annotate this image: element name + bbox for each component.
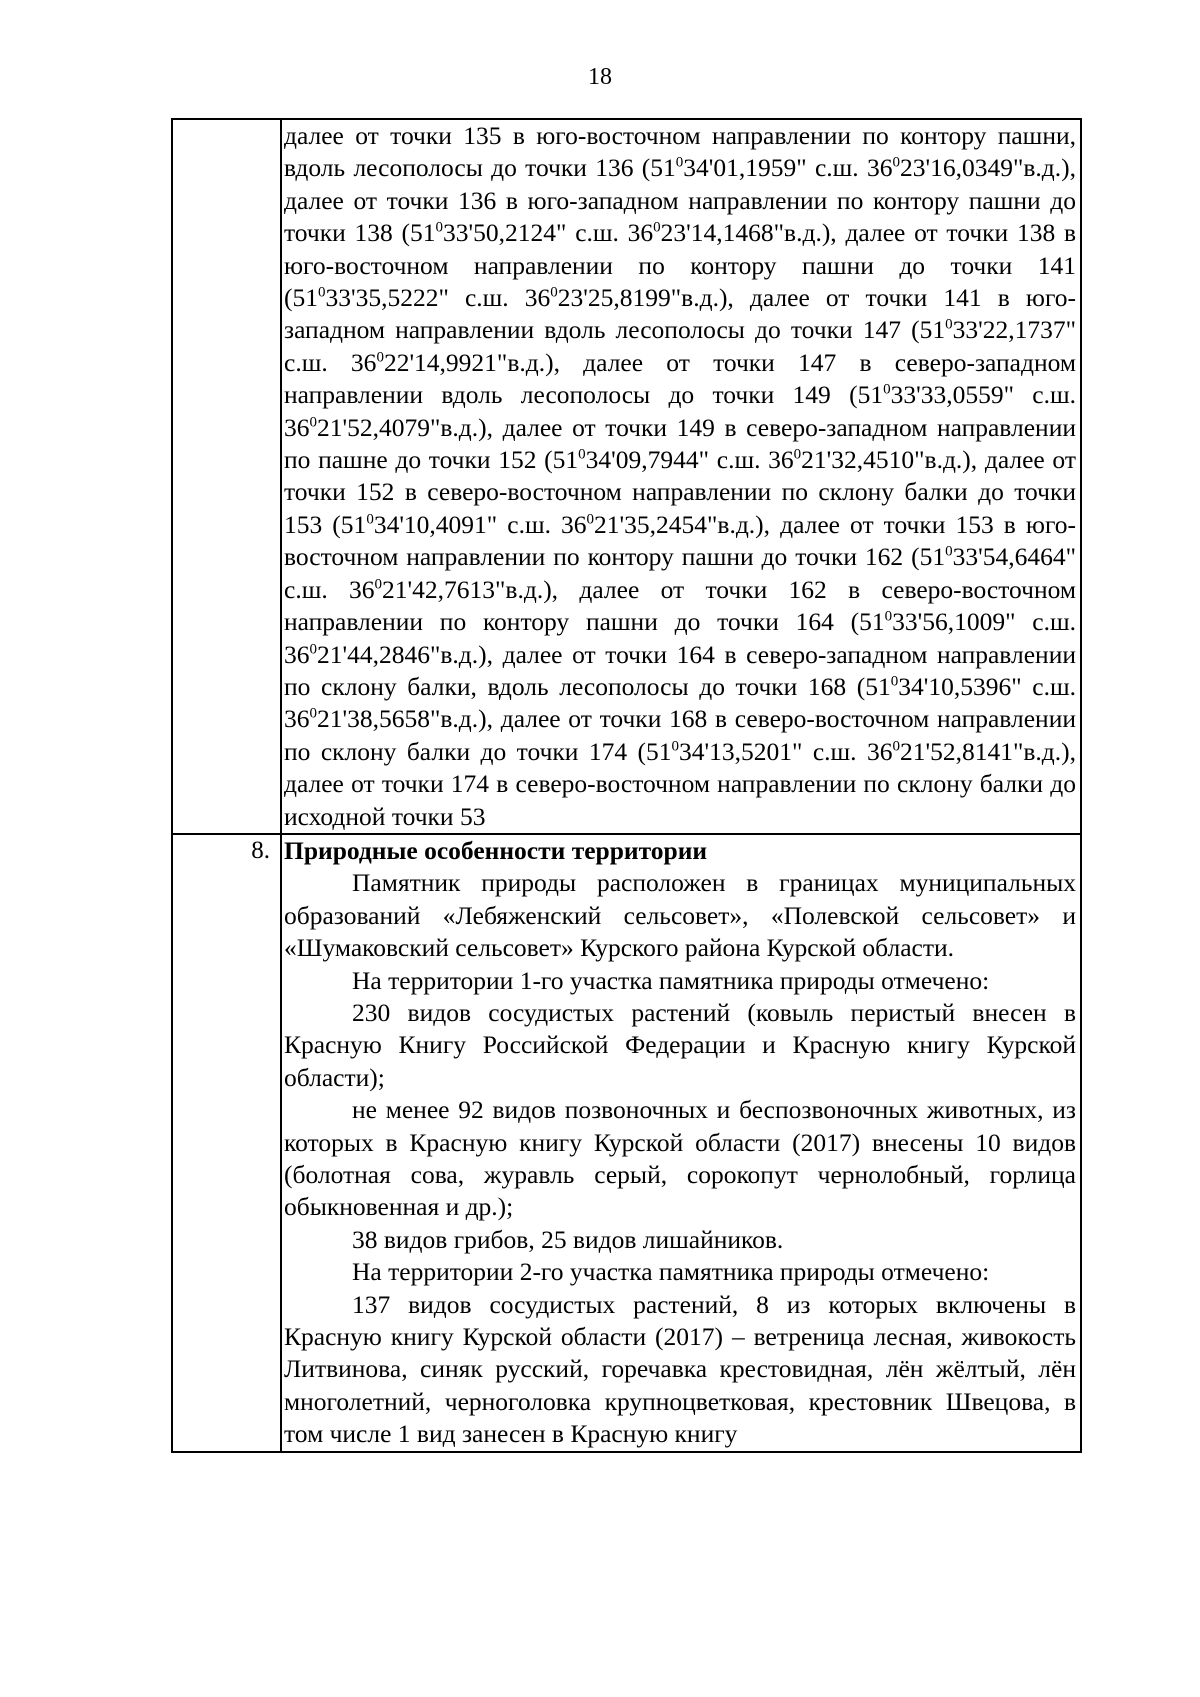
boundary-description-cell xyxy=(281,119,1081,834)
natural-features-cell xyxy=(281,834,1081,1452)
page-number: 18 xyxy=(588,64,612,90)
row-number-cell xyxy=(172,119,281,834)
row-number-cell: 8. xyxy=(172,834,281,1452)
paragraph-site1-plants: 230 видов сосудистых растений (ковыль перистый внесен в Красную Книгу Российской Федерации и Красную книгу Курской области); xyxy=(284,997,1076,1092)
section-heading: Природные особенности территории xyxy=(284,835,708,865)
paragraph-site1-animals: не менее 92 видов позвоночных и беспозвоночных животных, из которых в Красную книгу Курской области (2017) внесены 10 видов (болотная сова, журавль серый, сорокопут чернолобный, горлица обыкновенная и др.); xyxy=(284,1095,1076,1222)
paragraph-site2-intro: На территории 2-го участка памятника природы отмечено: xyxy=(352,1257,990,1287)
paragraph-site1-intro: На территории 1-го участка памятника природы отмечено: xyxy=(352,965,990,995)
paragraph-site1-fungi: 38 видов грибов, 25 видов лишайников. xyxy=(352,1224,784,1254)
paragraph-location: Памятник природы расположен в границах муниципальных образований «Лебяженский сельсовет», «Полевской сельсовет» и «Шумаковский сельсовет» Курского района Курской области. xyxy=(284,868,1076,963)
paragraph-site2-plants: 137 видов сосудистых растений, 8 из которых включены в Красную книгу Курской области (2017) – ветреница лесная, живокость Литвинова, синяк русский, горечавка крестовидная, лён жёлтый, лён многолетний, черноголовка крупноцветковая, крестовник Швецова, в том числе 1 вид занесен в Красную книгу xyxy=(284,1289,1076,1449)
boundary-description-text: далее от точки 135 в юго-восточном направлении по контору пашни, вдоль лесополосы до точки 136 ($51^034'01,1959$" с.ш. $36^023'16,0349"в.д$.), далее от точки 136 в юго-западном направлении по контору пашни до точки 138 ($51^033'50,2124$" с.ш. $36^023'14,1468"в.д$.), далее от точки 138 в юго-восточном направлении по контору пашни до точки 141 ($51^033'35,5222$" с.ш. $36^023'25,8199"в.д$.), далее от точки 141 в юго-западном направлении вдоль лесополосы до точки 147 ($51^033'22,1737$" с.ш. $36^022'14,9921"в.д$.), далее от точки 147 в северо-западном направлении вдоль лесополосы до точки 149 ($51^033'33,0559$" с.ш. $36^021'52,4079"в.д$.), далее от точки 149 в северо-западном направлении по пашне до точки 152 ($51^034'09,7944$" с.ш. $36^021'32,4510"в.д$.), далее от точки 152 в северо-восточном направлении по склону балки до точки 153 ($51^034'10,4091$" с.ш. $36^021'35,2454"в.д$.), далее от точки 153 в юго-восточном направлении по контору пашни до точки 162 ($51^033'54,6464$" с.ш. $36^021'42,7613"в.д$.), далее от точки 162 в северо-восточном направлении по контору пашни до точки 164 ($51^033'56,1009$" с.ш. $36^021'44,2846"в.д$.), далее от точки 164 в северо-западном направлении по склону балки, вдоль лесополосы до точки 168 ($51^034'10,5396$" с.ш. $36^021'38,5658"в.д$.), далее от точки 168 в северо-восточном направлении по склону балки до точки 174 ($51^034'13,5201$" с.ш. $36^021'52,8141"в.д$.), далее от точки 174 в северо-восточном направлении по склону балки до исходной точки 53 xyxy=(284,121,1077,831)
table-row-natural-features xyxy=(172,834,1081,1452)
document-table xyxy=(171,118,1082,1453)
table-row-boundary xyxy=(172,119,1081,834)
